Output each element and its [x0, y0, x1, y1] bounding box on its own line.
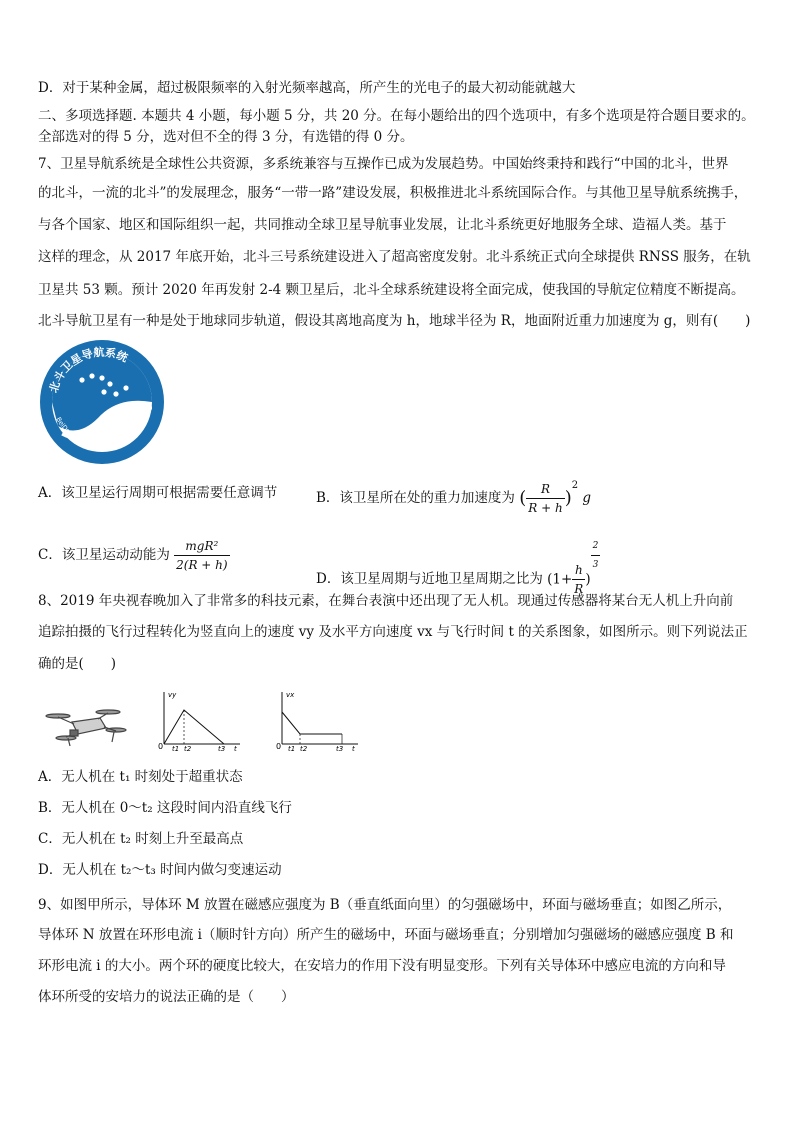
q8-option-a: A．无人机在 t₁ 时刻处于超重状态 — [38, 769, 243, 785]
q7-text-6: 北斗导航卫星有一种是处于地球同步轨道，假设其离地高度为 h，地球半径为 R，地面附近重力加速度为 g，则有( ) — [38, 313, 751, 329]
t1-label: t1 — [288, 745, 296, 752]
q7-option-b-text: B．该卫星所在处的重力加速度为 — [316, 490, 515, 506]
vx-t-graph — [270, 688, 362, 752]
origin-label: 0 — [158, 742, 164, 751]
t2-label: t2 — [184, 745, 192, 752]
drone-illustration — [44, 704, 128, 750]
q7-option-d-fraction: $\frac{h}{R}$ — [574, 563, 584, 596]
q7-text-3: 与各个国家、地区和国际组织一起，共同推动全球卫星导航事业发展，让北斗系统更好地服务全球、造福人类。基于 — [38, 217, 727, 233]
q8-text-3: 确的是( ) — [38, 656, 117, 672]
vx-line — [282, 712, 342, 734]
q8-option-b: B．无人机在 0～t₂ 这段时间内沿直线飞行 — [38, 800, 292, 816]
q7-option-b-fraction: $\frac{R}{R + h}$ — [528, 482, 563, 515]
section-heading: 二、多项选择题. 本题共 4 小题，每小题 5 分，共 20 分。在每小题给出的四个选项中，有多个选项是符合题目要求的。 — [38, 108, 755, 124]
q6-option-d: D．对于某种金属，超过极限频率的入射光频率越高，所产生的光电子的最大初动能就越大 — [38, 80, 576, 96]
t-label: t — [352, 745, 355, 752]
q7-text-5: 卫星共 53 颗。预计 2020 年再发射 2-4 颗卫星后，北斗全球系统建设将全面完成，使我国的导航定位精度不断提高。 — [38, 282, 745, 298]
t2-label: t2 — [300, 745, 308, 752]
q7-option-c — [38, 537, 230, 574]
q9-text-3: 环形电流 i 的大小。两个环的硬度比较大，在安培力的作用下没有明显变形。下列有关导体环中感应电流的方向和导 — [38, 958, 726, 974]
vy-line — [164, 710, 224, 744]
t1-label: t1 — [172, 745, 180, 752]
t3-label: t3 — [218, 745, 226, 752]
q7-option-d: D．该卫星周期与近地卫星周期之比为 (1+ $\frac{h}{R}$ ) $\frac{2}{3}$ — [316, 537, 600, 598]
vx-axis-label: vx — [286, 691, 295, 699]
t3-label: t3 — [336, 745, 344, 752]
q7-text-2: 的北斗，一流的北斗”的发展理念，服务“一带一路”建设发展，积极推进北斗系统国际合作。与其他卫星导航系统携手， — [38, 185, 748, 201]
logo-bottom-text: BeiDou Navigation Satellite System — [54, 415, 151, 449]
beidou-logo — [38, 338, 166, 466]
q7-option-c-text: C．该卫星运动动能为 — [38, 547, 170, 563]
q7-option-b: B．该卫星所在处的重力加速度为 ( $\frac{R}{R + h}$ )$^2$ g — [316, 480, 592, 515]
q9-text-2: 导体环 N 放置在环形电流 i（顺时针方向）所产生的磁场中，环面与磁场垂直；分别增加匀强磁场的磁感应强度 B 和 — [38, 927, 734, 943]
section-instructions: 全部选对的得 5 分，选对但不全的得 3 分，有选错的得 0 分。 — [38, 129, 414, 145]
t-label: t — [234, 745, 237, 752]
origin-label: 0 — [276, 742, 282, 751]
q7-option-a: A．该卫星运行周期可根据需要任意调节 — [38, 485, 278, 501]
q7-text-1: 7、卫星导航系统是全球性公共资源，多系统兼容与互操作已成为发展趋势。中国始终秉持和践行“中国的北斗，世界 — [38, 156, 729, 172]
q9-text-4: 体环所受的安培力的说法正确的是（ ） — [38, 989, 295, 1005]
q7-option-c-fraction: $\frac{\text{mgR²}}{2(R + h)}$ — [176, 539, 228, 572]
vy-axis-label: vy — [168, 691, 177, 699]
q8-text-1: 8、2019 年央视春晚加入了非常多的科技元素，在舞台表演中还出现了无人机。现通过传感器将某台无人机上升向前 — [38, 593, 734, 609]
drone-camera — [70, 730, 78, 736]
logo-top-text: 北斗卫星导航系统 — [46, 345, 130, 395]
q8-option-c: C．无人机在 t₂ 时刻上升至最高点 — [38, 831, 244, 847]
q7-text-4: 这样的理念，从 2017 年底开始，北斗三号系统建设进入了超高密度发射。北斗系统正式向全球提供 RNSS 服务，在轨 — [38, 249, 751, 265]
q7-option-d-text: D．该卫星周期与近地卫星周期之比为 — [316, 571, 543, 587]
q8-text-2: 追踪拍摄的飞行过程转化为竖直向上的速度 vy 及水平方向速度 vx 与飞行时间 t 的关系图象，如图所示。则下列说法正 — [38, 624, 748, 640]
vy-t-graph — [152, 688, 244, 752]
q8-option-d: D．无人机在 t₂～t₃ 时间内做匀变速运动 — [38, 862, 282, 878]
q7-option-d-exponent: $\frac{2}{3}$ — [591, 537, 601, 574]
q9-text-1: 9、如图甲所示，导体环 M 放置在磁感应强度为 B（垂直纸面向里）的匀强磁场中，环面与磁场垂直；如图乙所示， — [38, 897, 732, 913]
